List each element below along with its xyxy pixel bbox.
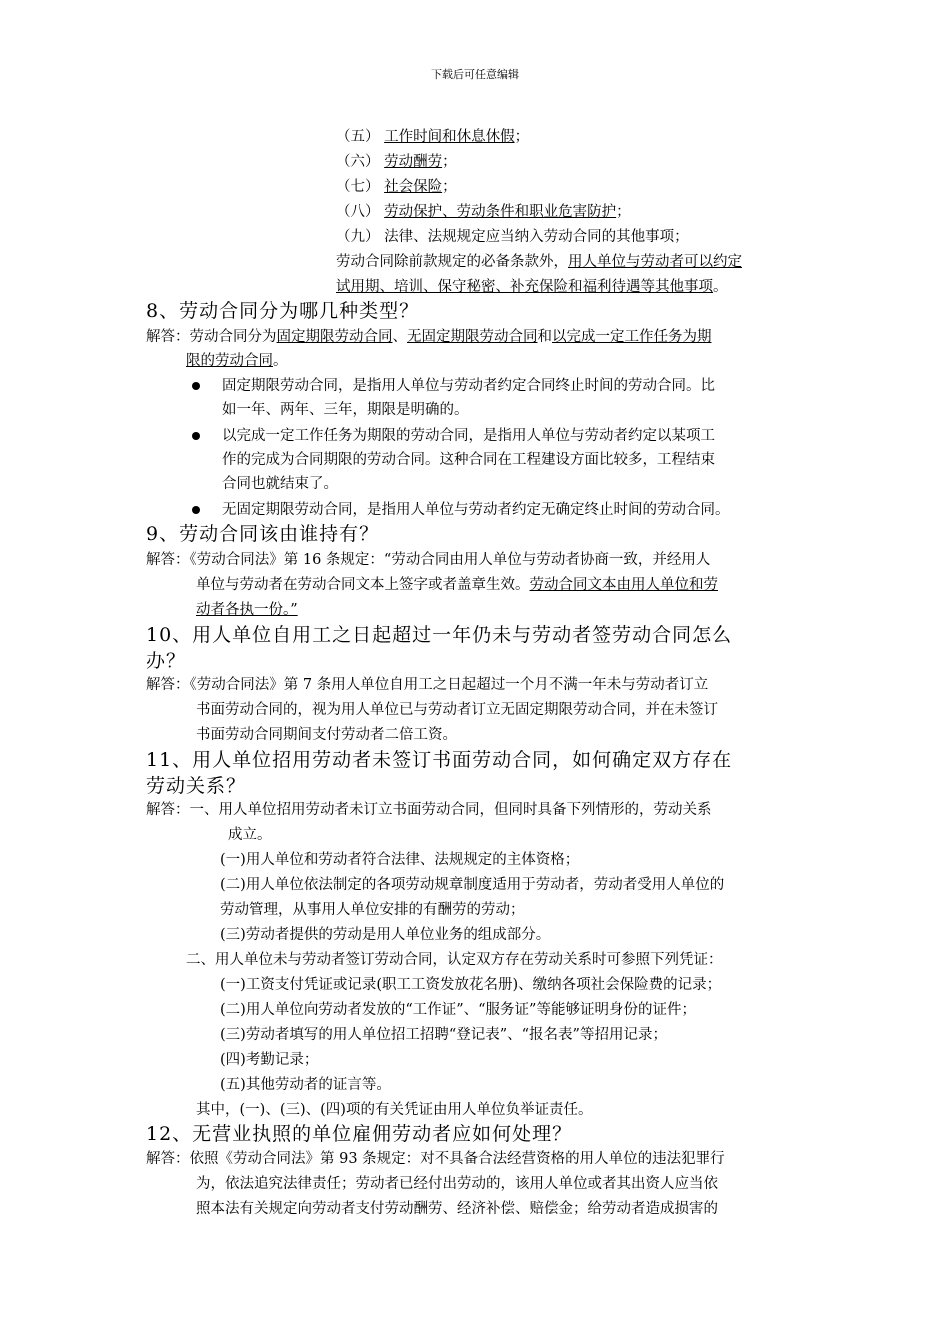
list-item: （七） 社会保险； bbox=[336, 179, 457, 195]
answer-line: 成立。 bbox=[228, 827, 272, 843]
list-item: (四)考勤记录； bbox=[220, 1052, 319, 1068]
list-item: 劳动管理，从事用人单位安排的有酬劳的劳动； bbox=[220, 902, 525, 918]
page-header: 下载后可任意编辑 bbox=[431, 68, 519, 81]
paragraph-line: 劳动合同除前款规定的必备条款外，用人单位与劳动者可以约定 bbox=[336, 254, 742, 270]
list-item: (三)劳动者提供的劳动是用人单位业务的组成部分。 bbox=[220, 927, 551, 943]
answer-line: 动者各执一份。” bbox=[196, 602, 298, 618]
answer-line: 解答：《劳动合同法》第 16 条规定：“劳动合同由用人单位与劳动者协商一致，并经用人 bbox=[146, 552, 711, 568]
list-item: （九） 法律、法规规定应当纳入劳动合同的其他事项； bbox=[336, 229, 689, 245]
bullet-text: 固定期限劳动合同，是指用人单位与劳动者约定合同终止时间的劳动合同。比 bbox=[222, 378, 715, 394]
answer-line: 书面劳动合同的，视为用人单位已与劳动者订立无固定期限劳动合同，并在未签订 bbox=[196, 702, 718, 718]
bullet-text: 作的完成为合同期限的劳动合同。这种合同在工程建设方面比较多，工程结束 bbox=[222, 452, 715, 468]
answer-line: 单位与劳动者在劳动合同文本上签字或者盖章生效。劳动合同文本由用人单位和劳 bbox=[196, 577, 718, 593]
answer-line: 其中，(一)、(三)、(四)项的有关凭证由用人单位负举证责任。 bbox=[196, 1102, 593, 1118]
question-heading: 12、无营业执照的单位雇佣劳动者应如何处理？ bbox=[146, 1123, 573, 1145]
question-heading: 10、用人单位自用工之日起超过一年仍未与劳动者签劳动合同怎么 bbox=[146, 624, 733, 646]
question-heading: 11、用人单位招用劳动者未签订书面劳动合同，如何确定双方存在 bbox=[146, 749, 733, 771]
answer-line: 解答：依照《劳动合同法》第 93 条规定：对不具备合法经营资格的用人单位的违法犯罪行 bbox=[146, 1151, 725, 1167]
paragraph-line: 试用期、培训、保守秘密、补充保险和福利待遇等其他事项。 bbox=[336, 279, 728, 295]
question-heading: 8、劳动合同分为哪几种类型？ bbox=[146, 300, 420, 322]
answer-line: 解答：《劳动合同法》第 7 条用人单位自用工之日起超过一个月不满一年未与劳动者订立 bbox=[146, 677, 709, 693]
bullet-icon bbox=[192, 432, 200, 440]
list-item: (一)用人单位和劳动者符合法律、法规规定的主体资格； bbox=[220, 852, 580, 868]
list-item: (二)用人单位向劳动者发放的“工作证”、“服务证”等能够证明身份的证件； bbox=[220, 1002, 696, 1018]
answer-line: 书面劳动合同期间支付劳动者二倍工资。 bbox=[196, 727, 457, 743]
answer-line: 照本法有关规定向劳动者支付劳动酬劳、经济补偿、赔偿金；给劳动者造成损害的 bbox=[196, 1201, 718, 1217]
answer-line: 解答：劳动合同分为固定期限劳动合同、无固定期限劳动合同和以完成一定工作任务为期 bbox=[146, 329, 712, 345]
list-item: (三)劳动者填写的用人单位招工招聘“登记表”、“报名表”等招用记录； bbox=[220, 1027, 667, 1043]
list-item: (一)工资支付凭证或记录(职工工资发放花名册)、缴纳各项社会保险费的记录； bbox=[220, 977, 722, 993]
question-heading: 9、劳动合同该由谁持有？ bbox=[146, 523, 380, 545]
list-item: （六） 劳动酬劳； bbox=[336, 154, 457, 170]
list-item: （五） 工作时间和休息休假； bbox=[336, 129, 530, 145]
list-item: （八） 劳动保护、劳动条件和职业危害防护； bbox=[336, 204, 631, 220]
bullet-text: 如一年、两年、三年，期限是明确的。 bbox=[222, 402, 469, 418]
answer-line: 解答：一、用人单位招用劳动者未订立书面劳动合同，但同时具备下列情形的，劳动关系 bbox=[146, 802, 712, 818]
bullet-text: 无固定期限劳动合同，是指用人单位与劳动者约定无确定终止时间的劳动合同。 bbox=[222, 502, 730, 518]
list-item: (五)其他劳动者的证言等。 bbox=[220, 1077, 391, 1093]
bullet-icon bbox=[192, 382, 200, 390]
answer-line: 限的劳动合同。 bbox=[186, 353, 288, 369]
question-heading: 劳动关系？ bbox=[146, 775, 247, 797]
answer-line: 为，依法追究法律责任；劳动者已经付出劳动的，该用人单位或者其出资人应当依 bbox=[196, 1176, 718, 1192]
bullet-icon bbox=[192, 506, 200, 514]
bullet-text: 合同也就结束了。 bbox=[222, 476, 338, 492]
answer-line: 二、用人单位未与劳动者签订劳动合同，认定双方存在劳动关系时可参照下列凭证： bbox=[186, 952, 723, 968]
bullet-text: 以完成一定工作任务为期限的劳动合同，是指用人单位与劳动者约定以某项工 bbox=[222, 428, 715, 444]
list-item: (二)用人单位依法制定的各项劳动规章制度适用于劳动者，劳动者受用人单位的 bbox=[220, 877, 725, 893]
question-heading: 办？ bbox=[146, 650, 187, 672]
